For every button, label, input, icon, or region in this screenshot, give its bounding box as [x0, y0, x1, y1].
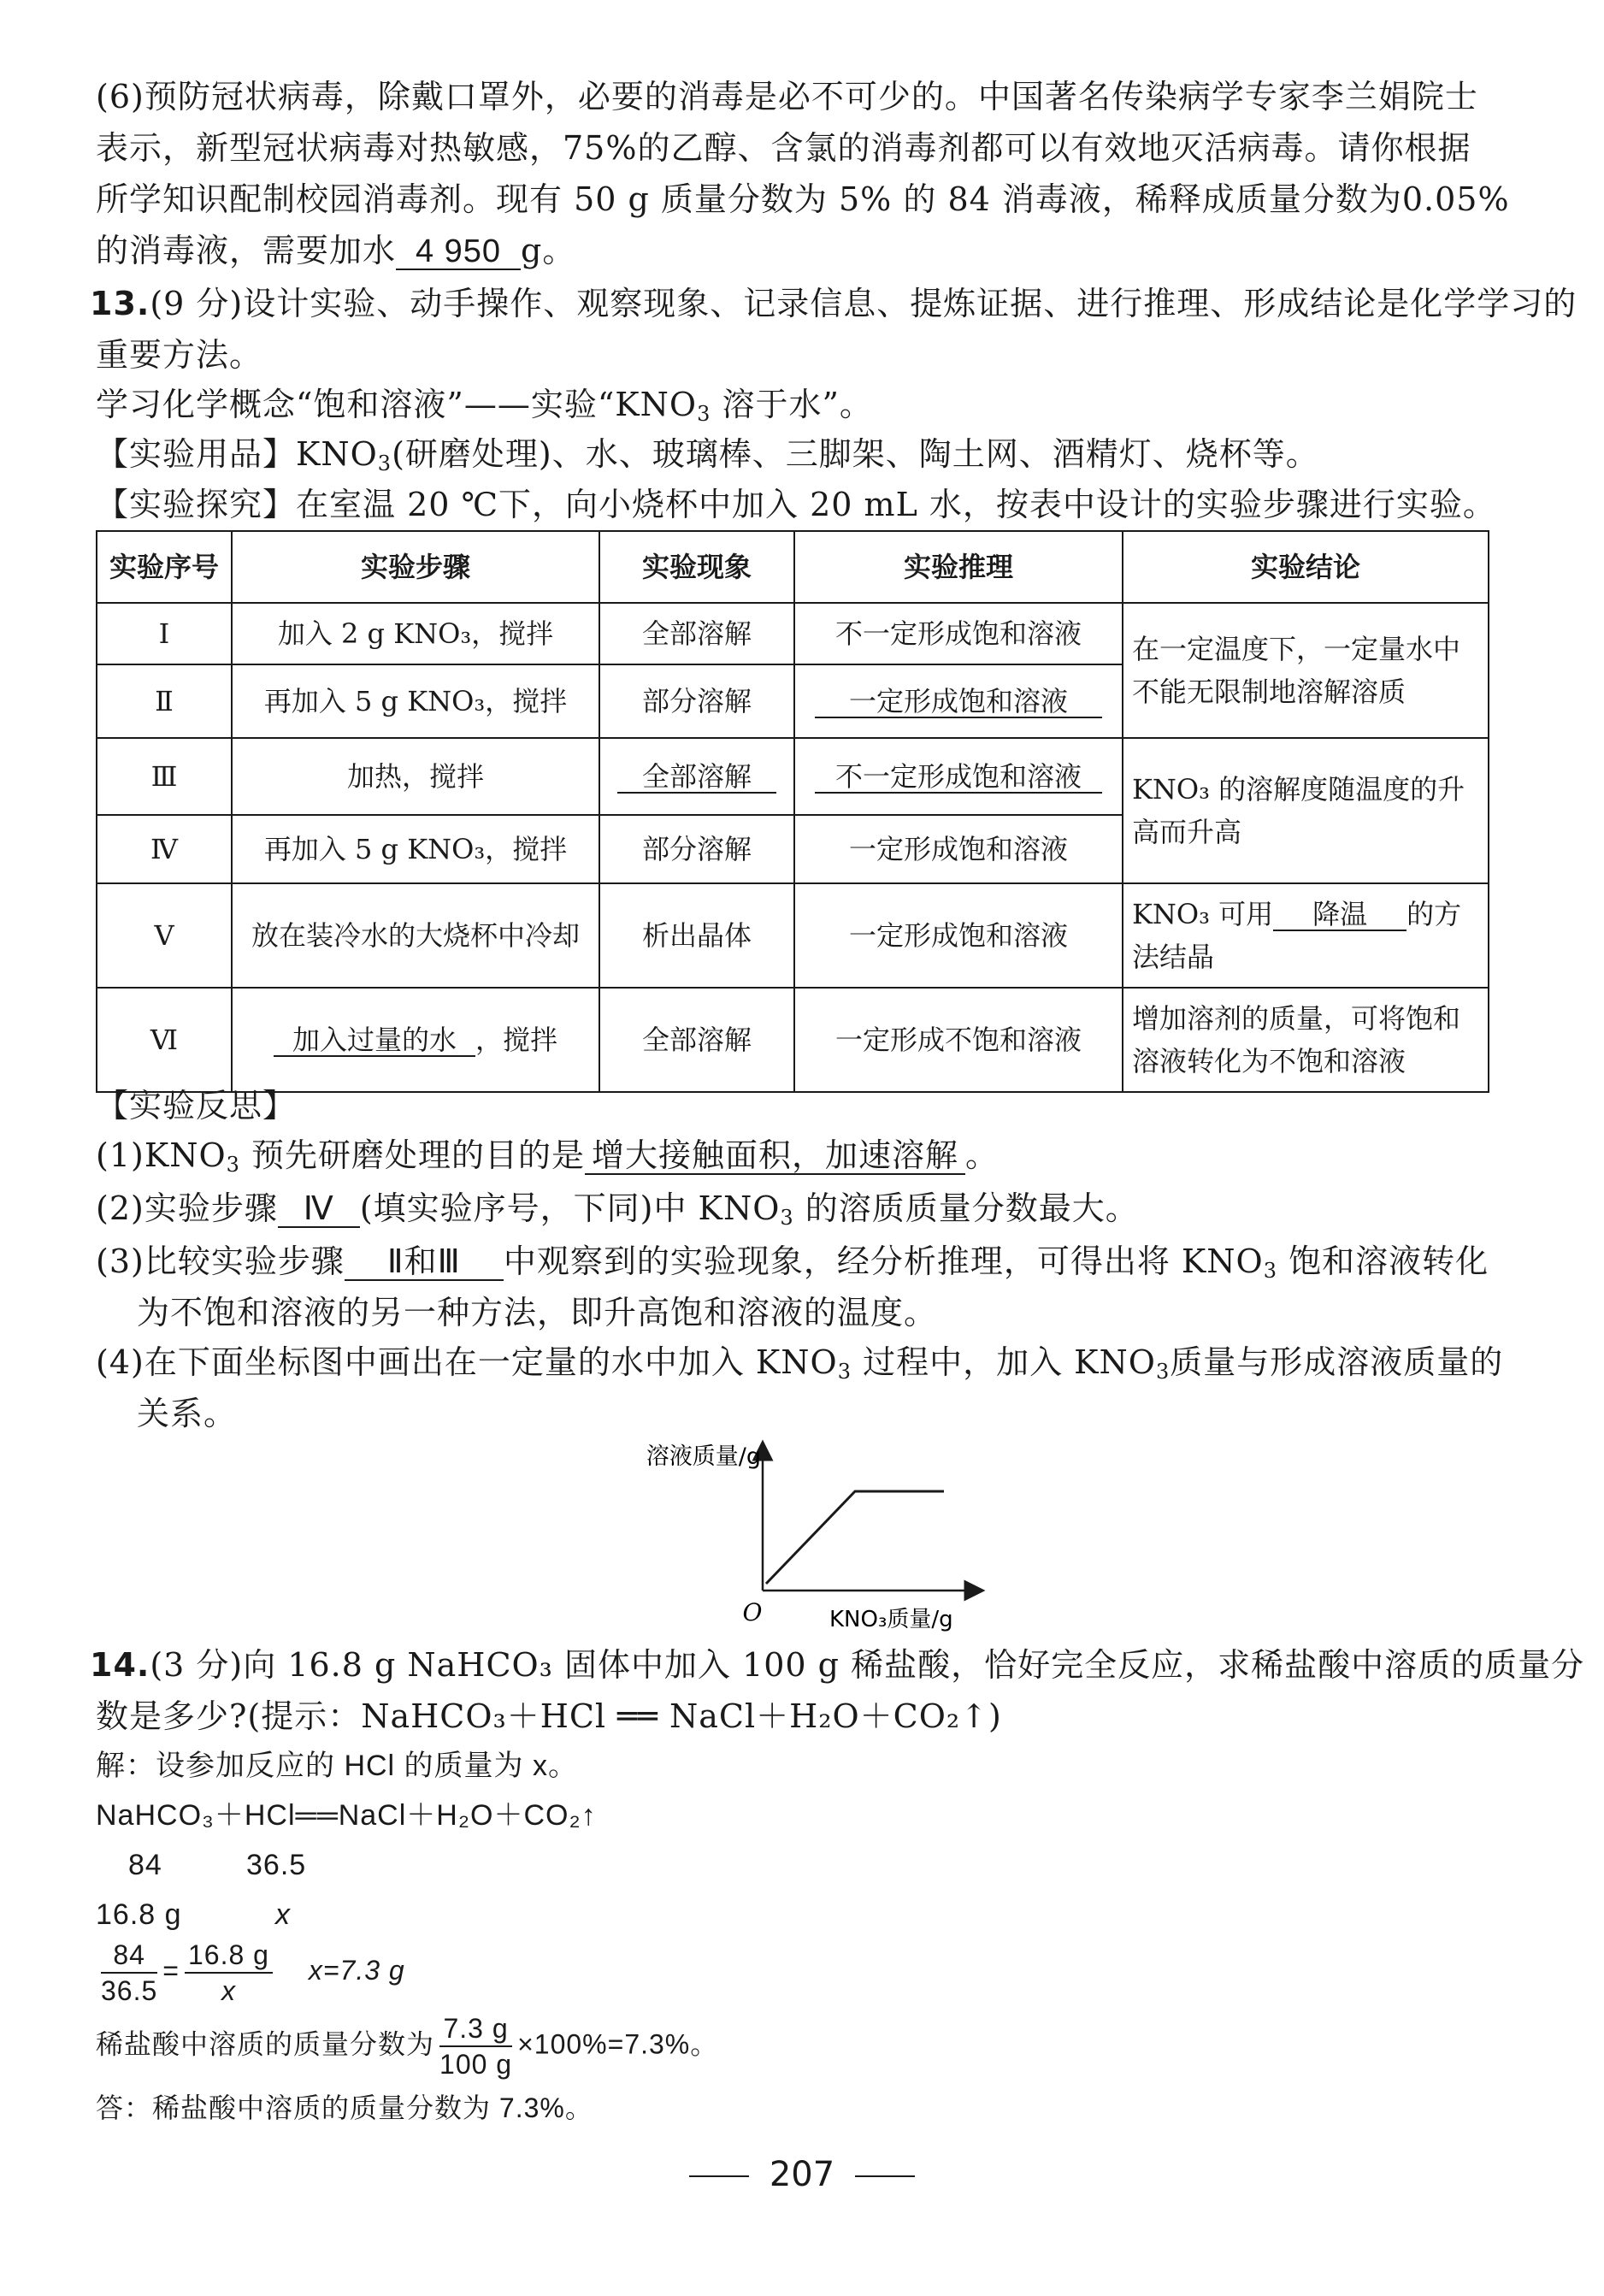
experiment-table — [96, 530, 1489, 1093]
concl-pre: KNO₃ 可用 — [1132, 898, 1274, 930]
row-phenom: 全部溶解 — [599, 603, 794, 664]
answer-blank: 不一定形成饱和溶液 — [815, 761, 1102, 794]
q12-6-line4-pre: 的消毒液，需要加水 — [96, 232, 397, 269]
table-row — [97, 603, 1489, 664]
table-header: 实验推理 — [794, 531, 1123, 603]
r2-pre: (2)实验步骤 — [96, 1189, 278, 1227]
q12-6-answer: 4 950 — [396, 234, 521, 270]
q13-text1: (9 分)设计实验、动手操作、观察现象、记录信息、提炼证据、进行推理、形成结论是化学学习的 — [150, 285, 1577, 322]
q14-sol1: 解：设参加反应的 HCl 的质量为 x。 — [96, 1750, 578, 1782]
row-concl — [1123, 883, 1489, 988]
reflect-3 — [96, 1240, 1489, 1292]
row-no: Ⅲ — [97, 738, 232, 815]
row-phenom: 部分溶解 — [599, 664, 794, 738]
r1-post: 。 — [965, 1136, 1000, 1174]
row-concl: 在一定温度下，一定量水中不能无限制地溶解溶质 — [1123, 603, 1489, 738]
table-header: 实验序号 — [97, 531, 232, 603]
q14-line1 — [90, 1644, 1584, 1686]
table-row — [97, 988, 1489, 1092]
row-phenom: 部分溶解 — [599, 815, 794, 883]
row-step: 加热，搅拌 — [232, 738, 599, 815]
page-number — [0, 2155, 1604, 2194]
row-reason: 一定形成饱和溶液 — [794, 815, 1123, 883]
q14-text1: (3 分)向 16.8 g NaHCO₃ 固体中加入 100 g 稀盐酸，恰好完全反应，求稀盐酸中溶质的质量分 — [150, 1646, 1585, 1684]
x-axis-label: KNO₃质量/g — [829, 1607, 953, 1632]
r4-mid: 过程中，加入 KNO — [851, 1343, 1156, 1381]
row-reason — [794, 664, 1123, 738]
row-phenom: 析出晶体 — [599, 883, 794, 988]
pct-pre: 稀盐酸中溶质的质量分数为 — [96, 2028, 435, 2060]
r4-post: 质量与形成溶液质量的 — [1170, 1343, 1504, 1381]
row-step: 再加入 5 g KNO₃，搅拌 — [232, 815, 599, 883]
row-reason: 不一定形成饱和溶液 — [794, 603, 1123, 664]
answer-blank: 全部溶解 — [617, 761, 776, 794]
row-step: 加入 2 g KNO₃，搅拌 — [232, 603, 599, 664]
pct-post: ×100%=7.3%。 — [517, 2028, 719, 2060]
reflect-2 — [96, 1187, 1139, 1239]
denominator: x — [221, 1975, 236, 2006]
r3-pre: (3)比较实验步骤 — [96, 1242, 345, 1280]
r1-mid: 预先研磨处理的目的是 — [239, 1136, 585, 1174]
origin-label: O — [742, 1598, 763, 1626]
answer-blank: Ⅱ和Ⅲ — [345, 1245, 504, 1281]
q13-line3-post: 溶于水”。 — [711, 386, 873, 423]
table-header: 实验现象 — [599, 531, 794, 603]
fraction-2 — [185, 1938, 273, 2008]
q12-6-line4-post: g。 — [521, 232, 576, 269]
subscript: 3 — [780, 1206, 794, 1230]
row-step: 再加入 5 g KNO₃，搅拌 — [232, 664, 599, 738]
table-header: 实验步骤 — [232, 531, 599, 603]
fraction-1 — [101, 1938, 157, 2008]
q12-6-line1: (6)预防冠状病毒，除戴口罩外，必要的消毒是必不可少的。中国著名传染病学专家李兰娟院士 — [96, 78, 1478, 115]
molar-mass-1: 84 — [128, 1849, 162, 1881]
answer-blank: 增大接触面积，加速溶解 — [585, 1139, 965, 1175]
row-reason: 一定形成不饱和溶液 — [794, 988, 1123, 1092]
numerator: 84 — [101, 1938, 157, 1974]
r2-mid: (填实验序号，下同)中 KNO — [359, 1189, 781, 1227]
answer-blank: 降温 — [1273, 899, 1406, 931]
q14-number: 14. — [90, 1646, 150, 1684]
q14-equation: NaHCO₃＋HCl══NaCl＋H₂O＋CO₂↑ — [96, 1799, 597, 1832]
r4-pre: (4)在下面坐标图中画出在一定量的水中加入 KNO — [96, 1343, 838, 1381]
row-no: Ⅴ — [97, 883, 232, 988]
dash-right — [855, 2175, 915, 2177]
row-concl: KNO₃ 的溶解度随温度的升高而升高 — [1123, 738, 1489, 883]
relation-line — [766, 1491, 944, 1584]
row-reason — [794, 738, 1123, 815]
reflect-title: 【实验反思】 — [96, 1087, 297, 1124]
q13-line4 — [96, 433, 1319, 485]
row-phenom — [599, 738, 794, 815]
q13-line3-pre: 学习化学概念“饱和溶液”——实验“KNO — [96, 386, 698, 423]
subscript: 3 — [697, 402, 711, 426]
q12-6-line2: 表示，新型冠状病毒对热敏感，75%的乙醇、含氯的消毒剂都可以有效地灭活病毒。请你根据 — [96, 129, 1471, 167]
molar-mass-2: 36.5 — [246, 1849, 307, 1881]
subscript: 3 — [837, 1360, 852, 1384]
fraction-pct — [439, 2011, 512, 2081]
row-step: 放在装冷水的大烧杯中冷却 — [232, 883, 599, 988]
equals-sign: = — [162, 1955, 180, 1986]
r3-mid: 中观察到的实验现象，经分析推理，可得出将 KNO — [503, 1242, 1264, 1280]
q13-line5: 【实验探究】在室温 20 ℃下，向小烧杯中加入 20 mL 水，按表中设计的实验步骤进行实验。 — [96, 486, 1496, 523]
subscript: 3 — [1263, 1259, 1277, 1283]
row-step — [232, 988, 599, 1092]
given-mass: 16.8 g — [96, 1898, 182, 1931]
row-no: Ⅱ — [97, 664, 232, 738]
unknown-x: x — [275, 1898, 291, 1931]
q13-line4-post: (研磨处理)、水、玻璃棒、三脚架、陶土网、酒精灯、烧杯等。 — [392, 435, 1319, 473]
row-reason: 一定形成饱和溶液 — [794, 883, 1123, 988]
y-axis-label: 溶液质量/g — [646, 1443, 761, 1470]
dash-left — [689, 2175, 749, 2177]
concl-post: 的方法结晶 — [1132, 898, 1462, 973]
proportion — [96, 1938, 405, 2008]
r2-post: 的溶质质量分数最大。 — [793, 1189, 1139, 1227]
row-no: Ⅰ — [97, 603, 232, 664]
reflect-4-line2: 关系。 — [137, 1395, 238, 1432]
q13-line3 — [96, 383, 873, 435]
q13-number: 13. — [90, 285, 150, 322]
row-concl: 增加溶剂的质量，可将饱和溶液转化为不饱和溶液 — [1123, 988, 1489, 1092]
q12-6-line4 — [96, 229, 575, 272]
q13-line1 — [90, 282, 1577, 325]
page-number-text: 207 — [769, 2155, 835, 2194]
table-row — [97, 883, 1489, 988]
q13-line2: 重要方法。 — [96, 336, 263, 374]
table-row — [97, 738, 1489, 815]
q14-answer: 答：稀盐酸中溶质的质量分数为 7.3%。 — [96, 2092, 593, 2123]
row-no: Ⅵ — [97, 988, 232, 1092]
subscript: 3 — [226, 1153, 240, 1177]
row-no: Ⅳ — [97, 815, 232, 883]
q13-line4-pre: 【实验用品】KNO — [96, 435, 378, 473]
q14-line2: 数是多少?(提示：NaHCO₃＋HCl ══ NaCl＋H₂O＋CO₂↑) — [96, 1697, 1002, 1735]
subscript: 3 — [377, 452, 392, 475]
solution-mass-graph — [599, 1428, 992, 1633]
step-post: ，搅拌 — [475, 1024, 557, 1056]
x-result: x=7.3 g — [308, 1955, 405, 1986]
answer-blank: Ⅳ — [278, 1192, 360, 1228]
row-phenom: 全部溶解 — [599, 988, 794, 1092]
denominator: 36.5 — [101, 1975, 158, 2006]
q12-6-line3: 所学知识配制校园消毒剂。现有 50 g 质量分数为 5% 的 84 消毒液，稀释成质量分数为0.05% — [96, 180, 1510, 218]
numerator: 16.8 g — [185, 1938, 273, 1974]
answer-blank: 加入过量的水 — [274, 1024, 475, 1057]
reflect-4 — [96, 1341, 1503, 1393]
subscript: 3 — [1155, 1360, 1171, 1384]
reflect-3-line2: 为不饱和溶液的另一种方法，即升高饱和溶液的温度。 — [137, 1294, 938, 1331]
numerator: 7.3 g — [439, 2011, 512, 2047]
table-header-row — [97, 531, 1489, 603]
r1-pre: (1)KNO — [96, 1136, 227, 1174]
table-header: 实验结论 — [1123, 531, 1489, 603]
r3-post: 饱和溶液转化 — [1277, 1242, 1489, 1280]
answer-blank: 一定形成饱和溶液 — [815, 686, 1102, 718]
percent-line — [96, 2011, 718, 2081]
denominator: 100 g — [439, 2049, 513, 2080]
reflect-1 — [96, 1134, 999, 1186]
